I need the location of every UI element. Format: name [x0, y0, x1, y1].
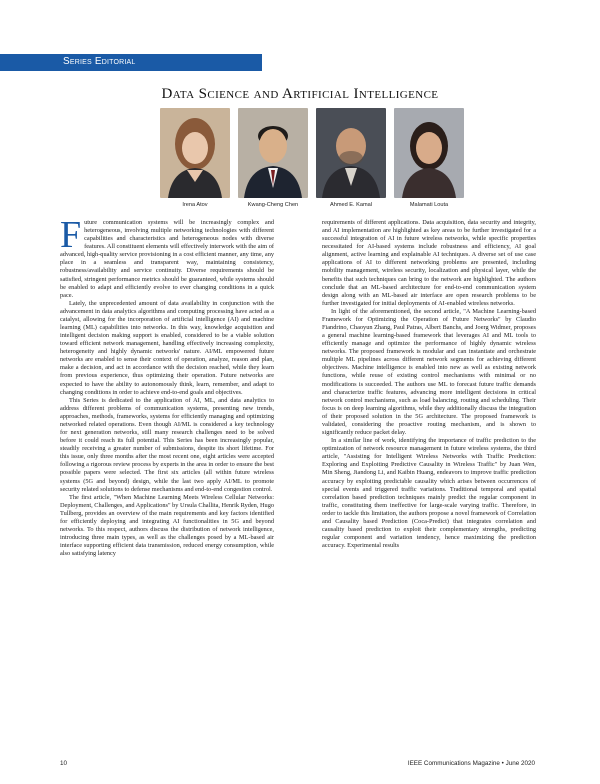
editor-name: Irena Atov	[182, 202, 208, 208]
paragraph-5: requirements of different applications. Data acquisition, data security and integrity, and AI implementation are highlighted as key areas to be further investigated for a successful integration of AI in future wireless networks, while specific properties necessitated for AI-based systems include robustness and efficiency, AI goal alignment, active learning and explainable AI techniques. A diverse set of use case applications of AI to different networking problems are presented, including mobility management, wireless security, localization and physical layer, while the benefits that such techniques can bring to the network are highlighted. The authors conclude that an ML-based architecture for end-to-end communication system design along with an ML-based air interface are open research problems to be further investigated for initial deployments of AI-enabled wireless networks.	[322, 219, 536, 307]
editor-4	[394, 108, 464, 208]
section-label: Series Editorial	[63, 56, 136, 67]
page-number: 10	[60, 760, 68, 767]
paragraph-6: In light of the aforementioned, the second article, "A Machine Learning-based Framework for Optimizing the Operation of Future Networks" by Claudio Fiandrino, Chaoyun Zhang, Paul Patras, Albert Banchs, and Joerg Widmer, proposes a general machine learning-based framework that leverages AI and ML tools to efficiently manage and optimize the performance of highly dynamic wireless networks. The proposed framework is modular and can instantiate and orchestrate multiple ML pipelines across different network segments for achieving different objectives. Machine intelligence is enabled into new as well as existing network functions, while reuse of existing control mechanisms with minimal or no modifications is succeeded. The authors use ML to forecast future traffic demands and characterize traffic features, advancing more intelligent decisions in critical network control mechanisms, such as load balancing, routing and scheduling. Their focus is on deep learning algorithms, while they additionally discuss the integration of their proposed solution in the 5G architecture. The proposed framework is validated, considering the proactive routing mechanism, and is shown to significantly reduce packet delay.	[322, 307, 536, 437]
editor-name: Malamati Louta	[409, 202, 449, 208]
paragraph-7: In a similar line of work, identifying the importance of traffic prediction to the optimization of network resource management in future wireless systems, the third article, "Assisting for Intelligent Wireless Networks with Traffic Prediction: Exploring and Exploiting Predictive Causality in Wireless Traffic" by Juan Wen, Min Sheng, Jiandong Li, and Kaibin Huang, endeavors to improve traffic prediction accuracy by exploiting predictable causality which arises between occurrences of special events and triggered traffic variations. Traditional temporal and spatial correlation based prediction techniques mainly predict the regular component in traffic, constituting them ineffective for large-scale varying traffic. Therefore, in order to tackle this limitation, the authors propose a novel framework of Correlation and Causality based Prediction (Coca-Predict) that integrates correlation and causality based prediction to exploit their complementary strengths, predicting regular component and variation tendency, hence maximizing the prediction accuracy. Experimental results	[322, 437, 536, 550]
paragraph-4: The first article, "When Machine Learning Meets Wireless Cellular Networks: Deployment, Challenges, and Applications" by Ursula Challita, Henrik Ryden, Hugo Tullberg, provides an overview of the main requirements and key factors identified for efficiently deploying and integrating AI functionalities in 5G and beyond networks. To this respect, authors discuss the distribution of network intelligence, introducing three main types, as well as the challenges posed by a ML-based air interface supporting efficient data transmission, reduced energy consumption, while also satisfying latency	[60, 493, 274, 558]
editor-1	[160, 108, 230, 208]
editor-name: Ahmed E. Kamal	[330, 202, 372, 208]
editor-photos	[160, 108, 460, 218]
journal-footer: IEEE Communications Magazine • June 2020	[407, 760, 535, 767]
left-column	[60, 214, 274, 558]
drop-cap: F	[60, 214, 82, 256]
right-column	[322, 219, 536, 550]
editor-photo	[316, 108, 386, 198]
editor-photo	[160, 108, 230, 198]
editor-3	[316, 108, 386, 208]
editor-photo	[238, 108, 308, 198]
editor-photo	[394, 108, 464, 198]
paragraph-1: Future communication systems will be increasingly complex and heterogeneous, involving multiple networking technologies with different capabilities and characteristics and heterogeneous nodes with diverse features. All constituent elements will effectively interwork with the aim of advanced, high-quality service provisioning in a cost efficient manner, any time, any place in a seamless and transparent way, maintaining consistency, robustness/availability and service continuity. Diverse requirements should be satisfied, stringent performance metrics should be guaranteed, while systems should be enabled to adapt and efficiently evolve to ever changing conditions in a quick pace.	[60, 214, 274, 299]
editor-name: Kwang-Cheng Chen	[247, 202, 299, 208]
paragraph-3: This Series is dedicated to the application of AI, ML, and data analytics to address different problems of communication systems, presenting new trends, approaches, methods, frameworks, systems for efficiently managing and optimizing networked related operations. Even though AI/ML is considered a key technology for next generation networks, still many research challenges need to be solved before it could reach its full potential. This Series has been increasingly popular, steadily receiving a greater number of submissions, despite its short lifetime. For this issue, only three months after the most recent one, eight articles were accepted following a rigorous review process by experts in the area in order to ensure the best possible papers were selected. The first six articles (all within future wireless systems (5G and beyond) design, while the last two apply AI/ML to promote security related solutions to defense mechanisms and end-to-end congestion control.	[60, 396, 274, 493]
editor-2	[238, 108, 308, 208]
paragraph-2: Lately, the unprecedented amount of data availability in conjunction with the advancement in data analytics algorithms and computing processing have acted as a catalyst, allowing for the incorporation of artificial intelligence (AI) and machine learning (ML) capabilities into networks. In this way, knowledge acquisition and intelligent decision making support is enabled, considered to be a viable solution toward efficient network management, handling effectively increasing complexity, heterogeneity and highly dynamic networks' nature. AI/ML empowered future networks are enabled to sense their context of operation, analyze, reason and plan, make a decision, and act in accordance with the decision reached, while they learn from previous experience, thus optimizing their operation. Future networks are expected to have the ability to autonomously think, learn, remember, and adapt to changing conditions in order to achieve end-to-end goals and objectives.	[60, 299, 274, 396]
series-banner	[0, 54, 262, 71]
article-title: Data Science and Artificial Intelligence	[161, 86, 439, 102]
